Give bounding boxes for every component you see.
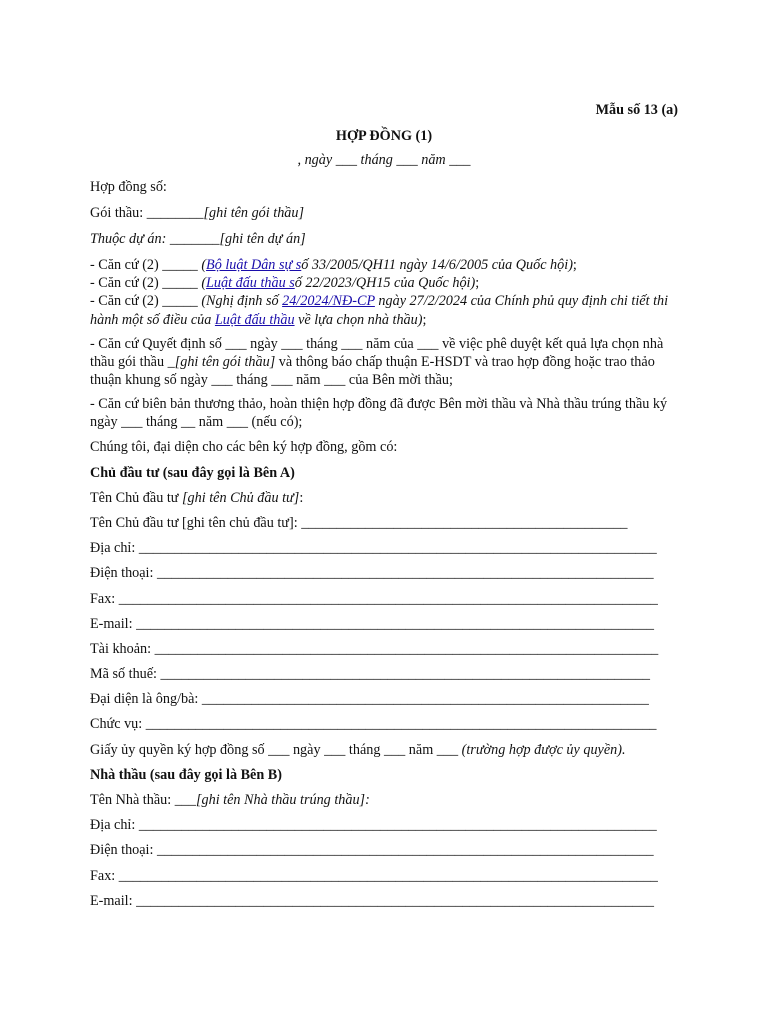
- party-a-field: Tài khoản: _______________________________________________________________________: [90, 640, 659, 657]
- bidding-law-link[interactable]: Luật đấu thầu s: [206, 275, 295, 292]
- authorization-line: [90, 741, 678, 759]
- basis-text: ố 33/2005/QH11 ngày 14/6/2005 của Quốc hội): [301, 257, 573, 274]
- legal-basis-item: [90, 292, 678, 328]
- minutes-paragraph: - Căn cứ biên bản thương thảo, hoàn thiện hợp đồng đã được Bên mời thầu và Nhà thầu trúng thầu ký ngày ___ tháng __ năm ___ (nếu có);: [90, 396, 668, 431]
- party-b-name-label: Tên Nhà thầu: ___: [90, 791, 196, 808]
- basis-text-end: về lựa chọn nhà thầu): [294, 311, 423, 328]
- party-b-field: E-mail: _________________________________________________________________________: [90, 892, 654, 909]
- decision-post: và thông báo chấp thuận E-HSDT và trao hợp đồng hoặc trao thảo thuận khung số ngày ___ tháng ___ năm ___ của Bên mời thầu;: [90, 353, 655, 389]
- party-b-heading: Nhà thầu (sau đây gọi là Bên B): [90, 766, 282, 783]
- party-a-name-colon: :: [299, 489, 304, 506]
- basis-open: (: [201, 257, 207, 274]
- party-b-name-line: [90, 791, 678, 809]
- party-a-field: Địa chỉ: _________________________________________________________________________: [90, 540, 657, 557]
- contract-number: Hợp đồng số:: [90, 178, 167, 195]
- form-number: Mẫu số 13 (a): [595, 102, 678, 118]
- basis-text: ố 22/2023/QH15 của Quốc hội): [294, 275, 476, 292]
- date-line: , ngày ___ tháng ___ năm ___: [297, 152, 471, 169]
- party-a-heading: Chủ đầu tư (sau đây gọi là Bên A): [90, 464, 295, 481]
- party-b-field: Điện thoại: ______________________________________________________________________: [90, 842, 654, 859]
- party-b-field: Fax: ____________________________________________________________________________: [90, 867, 658, 884]
- basis-prefix: - Căn cứ (2) _____: [90, 275, 202, 292]
- document-title: HỢP ĐỒNG (1): [335, 128, 433, 145]
- party-a-name-hint: [ghi tên Chủ đầu tư]: [182, 489, 300, 506]
- legal-basis-item: [90, 256, 678, 274]
- party-b-name-hint: [ghi tên Nhà thầu trúng thầu]:: [195, 791, 370, 808]
- party-a-field: Mã số thuế: _____________________________________________________________________: [90, 666, 651, 683]
- authorization-hint: (trường hợp được ủy quyền).: [461, 741, 626, 758]
- package-hint: [ghi tên gói thầu]: [203, 204, 304, 221]
- document-page: [90, 101, 678, 910]
- basis-prefix: - Căn cứ (2) _____: [90, 257, 202, 274]
- civil-code-link[interactable]: Bộ luật Dân sự s: [206, 257, 302, 274]
- decision-paragraph: [90, 335, 678, 390]
- party-a-field: Chức vụ: ________________________________________________________________________: [90, 716, 657, 733]
- package-label: Gói thầu: ________: [90, 204, 204, 221]
- project-label: Thuộc dự án: _______: [90, 230, 220, 247]
- basis-text: ngày 27/2/2024 của Chính phủ quy định chi tiết thi hành một số điều của: [90, 293, 669, 328]
- package-line: [90, 204, 678, 222]
- basis-open: (: [201, 275, 207, 292]
- party-a-name-line: [90, 489, 678, 507]
- decree-link[interactable]: 24/2024/NĐ-CP: [282, 293, 375, 310]
- party-a-field: Điện thoại: ______________________________________________________________________: [90, 565, 654, 582]
- legal-basis-item: [90, 274, 678, 292]
- legal-basis-list: [90, 256, 678, 329]
- party-a-field: Đại diện là ông/bà: _______________________________________________________________: [90, 691, 649, 708]
- party-a-field: E-mail: _________________________________________________________________________: [90, 615, 654, 632]
- basis-prefix: - Căn cứ (2) _____: [90, 293, 202, 310]
- party-a-name-label: Tên Chủ đầu tư: [90, 489, 183, 506]
- project-line: [90, 230, 678, 248]
- authorization-text: Giấy ủy quyền ký hợp đồng số ___ ngày ___ tháng ___ năm ___: [90, 741, 462, 758]
- party-a-field: Fax: ____________________________________________________________________________: [90, 590, 658, 607]
- basis-tail: ;: [475, 275, 480, 292]
- decision-pre: - Căn cứ Quyết định số ___ ngày ___ tháng ___ năm của ___ về việc phê duyệt kết quả lựa chọn nhà thầu gói thầu _: [90, 335, 664, 370]
- party-a-field: Tên Chủ đầu tư [ghi tên chủ đầu tư]: ______________________________________________: [90, 515, 628, 532]
- decision-hint: [ghi tên gói thầu]: [174, 353, 276, 370]
- intro-paragraph: Chúng tôi, đại diện cho các bên ký hợp đồng, gồm có:: [90, 438, 398, 455]
- basis-open: (Nghị định số: [201, 293, 283, 310]
- basis-tail: ;: [422, 311, 427, 328]
- party-b-field: Địa chỉ: _________________________________________________________________________: [90, 817, 657, 834]
- bidding-law-link-2[interactable]: Luật đấu thầu: [214, 311, 295, 328]
- project-hint: [ghi tên dự án]: [219, 230, 306, 247]
- basis-tail: ;: [572, 257, 577, 274]
